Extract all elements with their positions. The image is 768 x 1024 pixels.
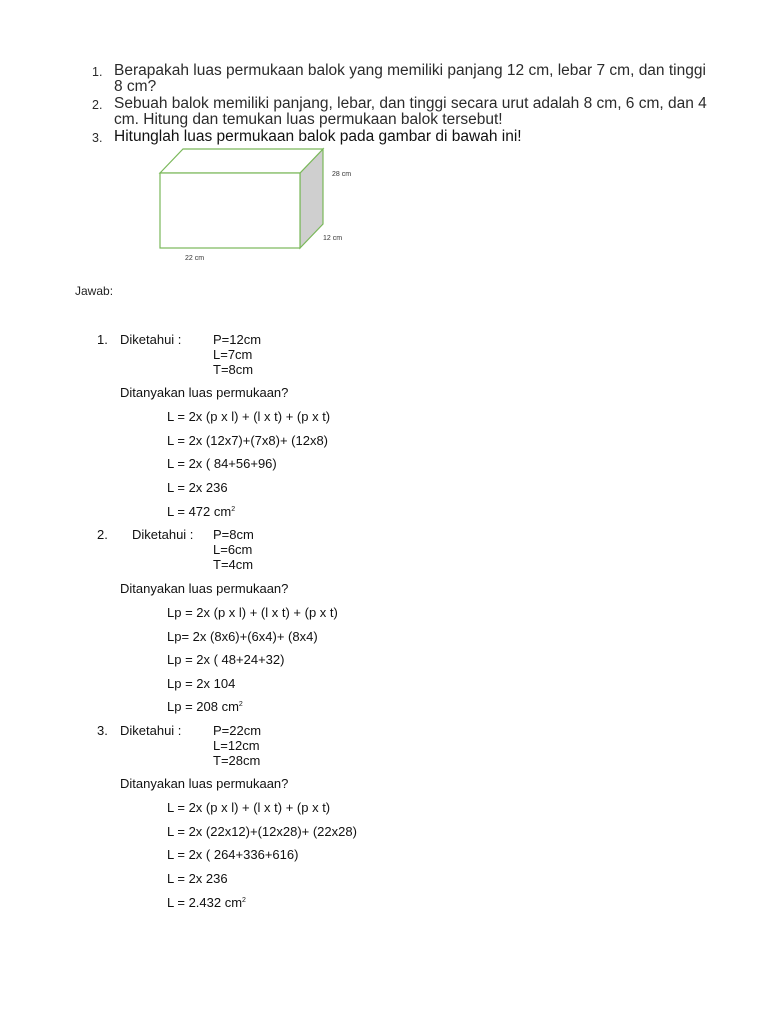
formula-step: L = 2x ( 84+56+96) (167, 456, 277, 471)
formula-step: Lp= 2x (8x6)+(6x4)+ (8x4) (167, 629, 318, 644)
answer-number: 2. (97, 527, 108, 542)
jawab-heading: Jawab: (75, 284, 114, 298)
known-width: L=12cm (213, 738, 260, 753)
box-figure (133, 145, 363, 267)
formula-step: L = 2x 236 (167, 480, 228, 495)
answer-number: 3. (97, 723, 108, 738)
result-line (167, 895, 246, 910)
question-number: 2. (92, 98, 103, 112)
result-line (167, 504, 235, 519)
question-number: 3. (92, 131, 103, 145)
result-line (167, 699, 243, 714)
result-exponent: 2 (238, 701, 243, 708)
known-height: T=4cm (213, 557, 254, 572)
asked-text: Ditanyakan luas permukaan? (120, 776, 289, 791)
result-text: L = 2.432 cm (167, 895, 243, 910)
box-front-face (160, 173, 300, 248)
question-text: Sebuah balok memiliki panjang, lebar, dan tinggi secara urut adalah 8 cm, 6 cm, dan 4 cm. Hitung dan temukan luas permukaan balok tersebut! (114, 95, 707, 128)
result-text: Lp = 208 cm (167, 699, 239, 714)
known-height: T=8cm (213, 362, 254, 377)
formula-step: L = 2x 236 (167, 871, 228, 886)
question-number: 1. (92, 65, 103, 79)
box-diagram (133, 145, 363, 267)
known-length: P=12cm (213, 332, 262, 347)
asked-text: Ditanyakan luas permukaan? (120, 385, 289, 400)
formula-step: Lp = 2x (p x l) + (l x t) + (p x t) (167, 605, 338, 620)
length-label: 22 cm (185, 255, 205, 262)
known-width: L=7cm (213, 347, 253, 362)
formula-step: L = 2x ( 264+336+616) (167, 847, 299, 862)
known-length: P=8cm (213, 527, 254, 542)
question-text: Hitunglah luas permukaan balok pada gambar di bawah ini! (114, 128, 522, 145)
known-height: T=28cm (213, 753, 261, 768)
formula-step: L = 2x (p x l) + (l x t) + (p x t) (167, 800, 331, 815)
width-label: 12 cm (323, 235, 343, 242)
known-width: L=6cm (213, 542, 253, 557)
formula-step: Lp = 2x ( 48+24+32) (167, 652, 285, 667)
question-text: Berapakah luas permukaan balok yang memiliki panjang 12 cm, lebar 7 cm, dan tinggi 8 cm? (114, 62, 706, 95)
height-label: 28 cm (332, 171, 352, 178)
result-exponent: 2 (242, 897, 246, 904)
result-text: L = 472 cm (167, 504, 232, 519)
asked-text: Ditanyakan luas permukaan? (120, 581, 289, 596)
known-length: P=22cm (213, 723, 262, 738)
known-label: Diketahui : (120, 332, 182, 347)
formula-step: L = 2x (12x7)+(7x8)+ (12x8) (167, 433, 329, 448)
known-label: Diketahui : (132, 527, 194, 542)
formula-step: L = 2x (p x l) + (l x t) + (p x t) (167, 409, 331, 424)
result-exponent: 2 (231, 506, 236, 513)
formula-step: Lp = 2x 104 (167, 676, 236, 691)
formula-step: L = 2x (22x12)+(12x28)+ (22x28) (167, 824, 357, 839)
answer-number: 1. (97, 332, 108, 347)
box-top-face (160, 149, 323, 173)
known-label: Diketahui : (120, 723, 182, 738)
